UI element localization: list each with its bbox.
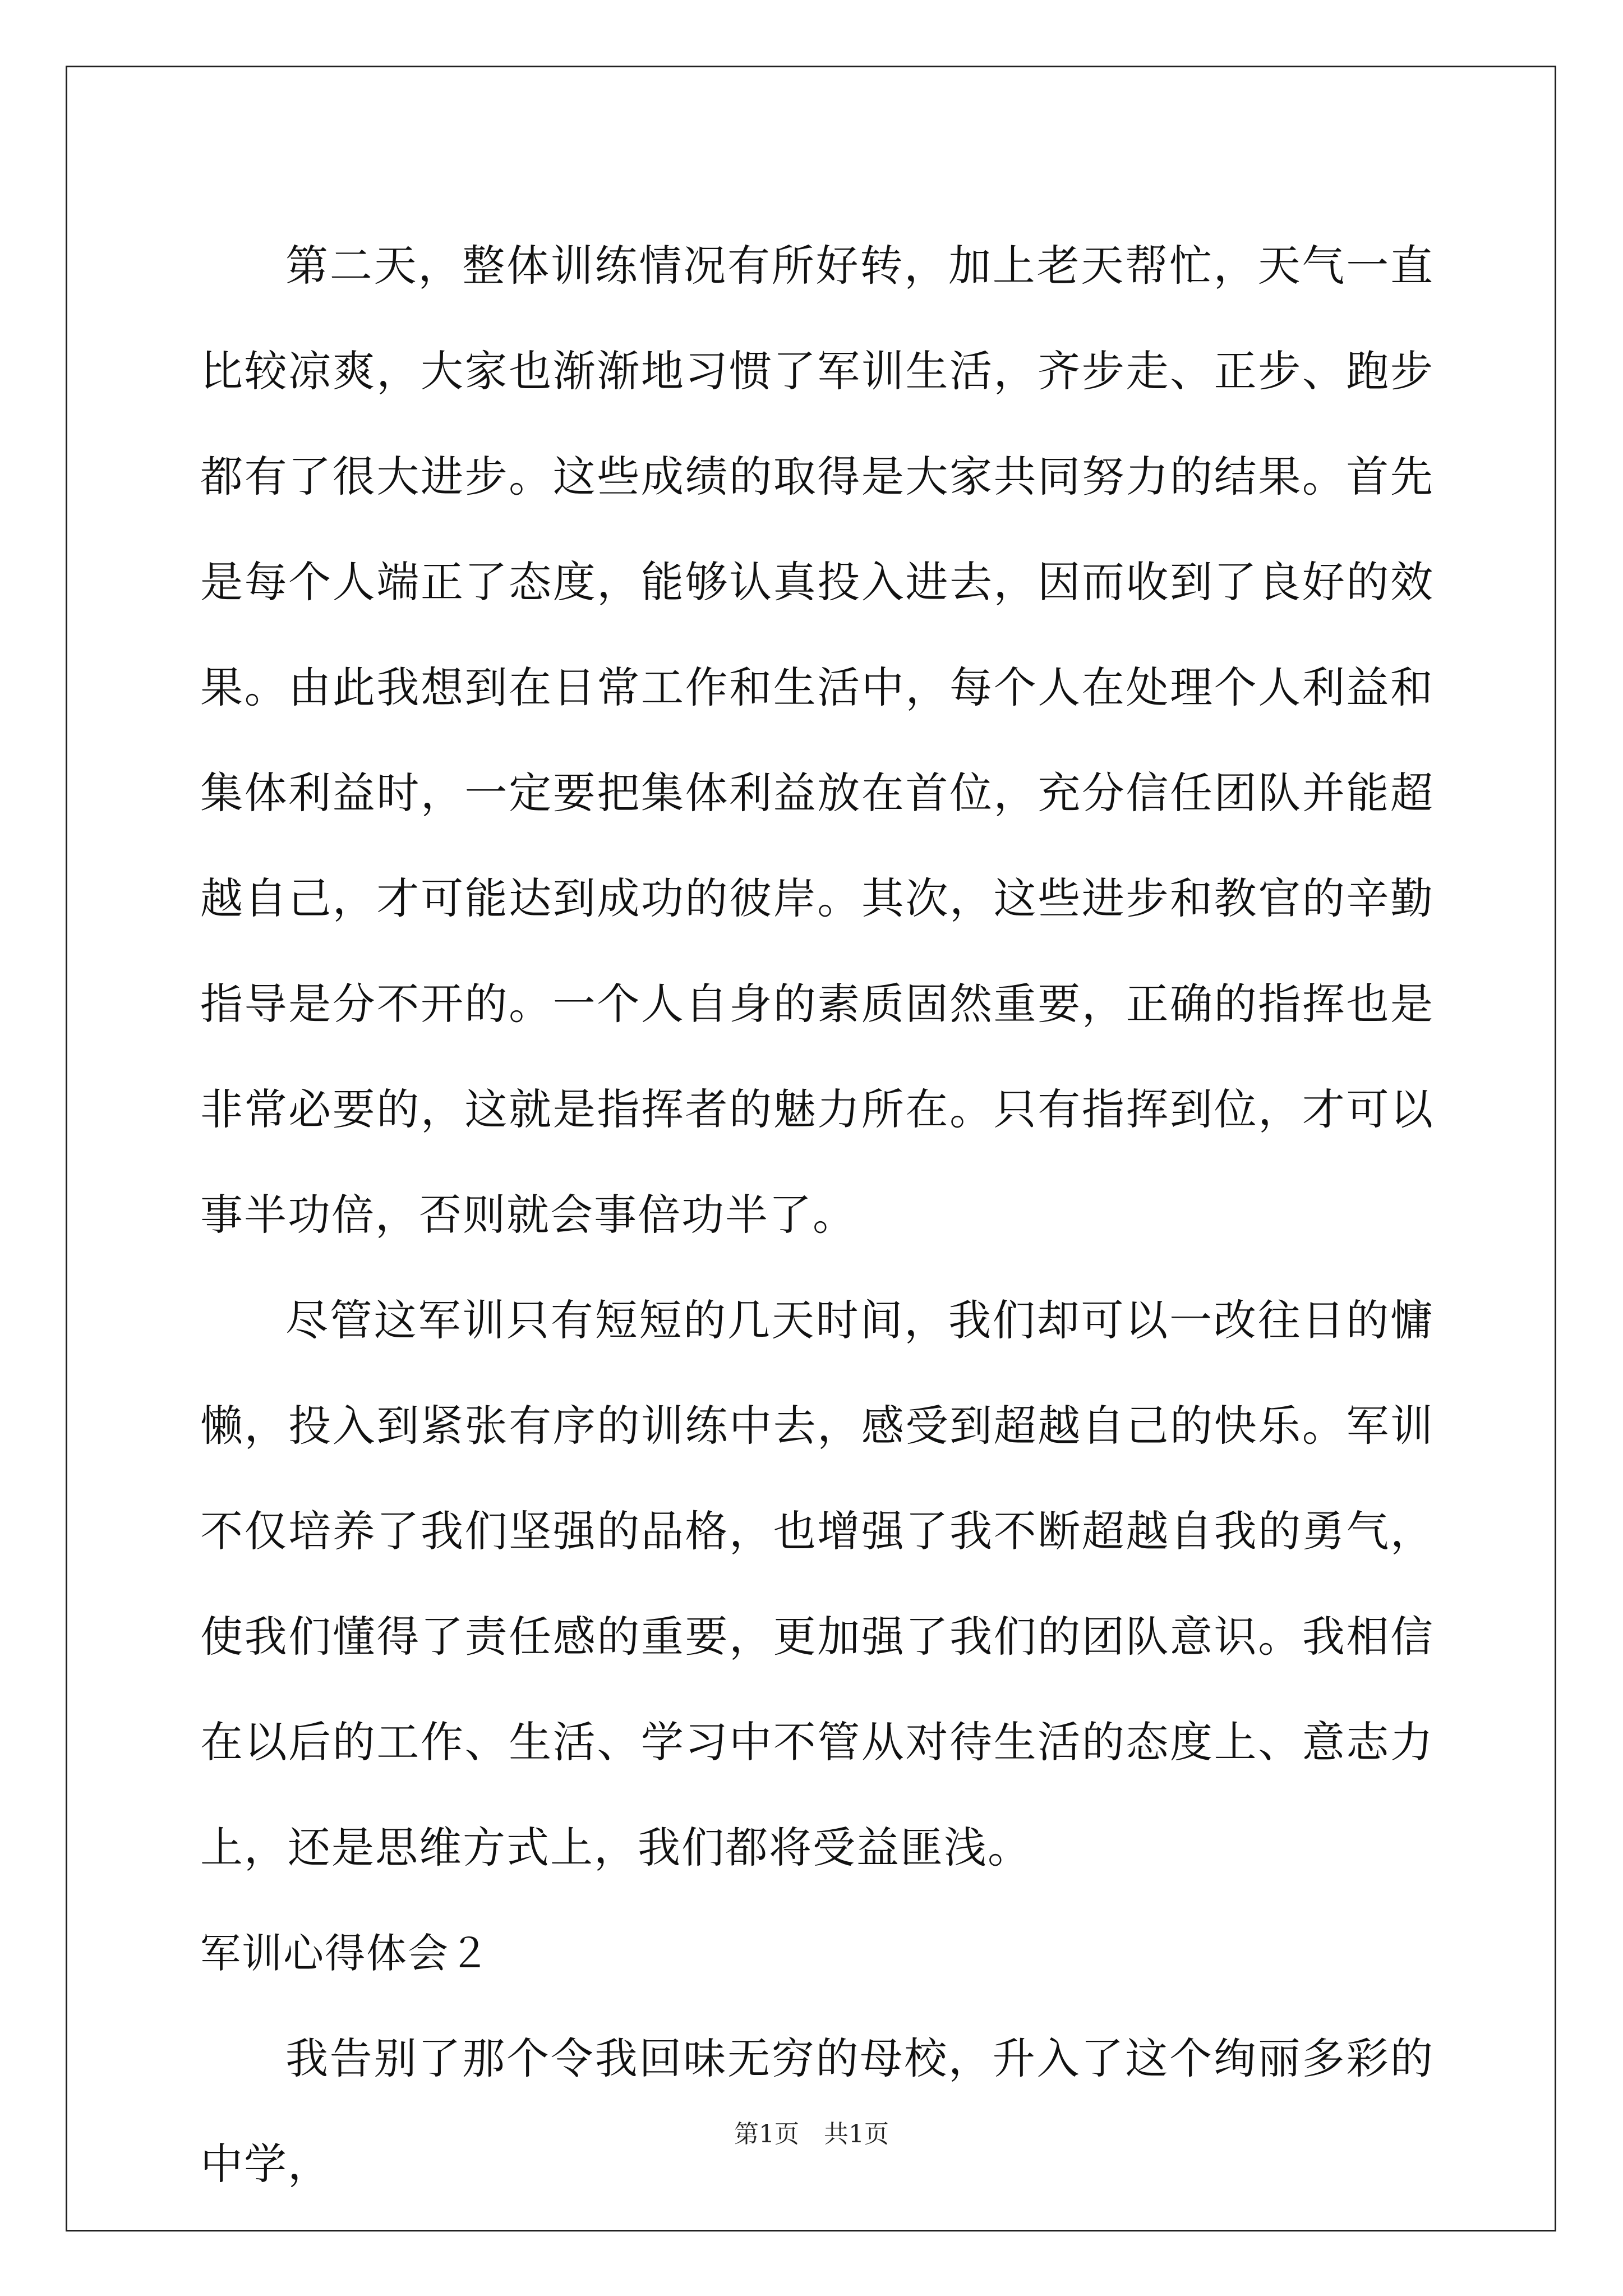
paragraph-3: 我告别了那个令我回味无穷的母校，升入了这个绚丽多彩的中学， (200, 2033, 1434, 2189)
page-footer: 第1页 共1页 (734, 2120, 889, 2148)
paragraph-1: 第二天，整体训练情况有所好转，加上老天帮忙，天气一直比较凉爽，大家也渐渐地习惯了军训生活，齐步走、正步、跑步都有了很大进步。这些成绩的取得是大家共同努力的结果。首先是每个人端正了态度，能够认真投入进去，因而收到了良好的效果。由此我想到在日常工作和生活中，每个人在处理个人利益和集体利益时，一定要把集体利益放在首位，充分信任团队并能超越自己，才可能达到成功的彼岸。其次，这些进步和教官的辛勤指导是分不开的。一个人自身的素质固然重要，正确的指挥也是非常必要的，这就是指挥者的魅力所在。只有指挥到位，才可以事半功倍，否则就会事倍功半了。 (200, 241, 1434, 1240)
section-heading: 军训心得体会２ (200, 1930, 491, 1977)
paragraph-2: 尽管这军训只有短短的几天时间，我们却可以一改往日的慵懒，投入到紧张有序的训练中去，感受到超越自己的快乐。军训不仅培养了我们坚强的品格，也增强了我不断超越自我的勇气，使我们懂得了责任感的重要，更加强了我们的团队意识。我相信在以后的工作、生活、学习中不管从对待生活的态度上、意志力上，还是思维方式上，我们都将受益匪浅。 (200, 1295, 1434, 1872)
document-body (200, 213, 1434, 2217)
